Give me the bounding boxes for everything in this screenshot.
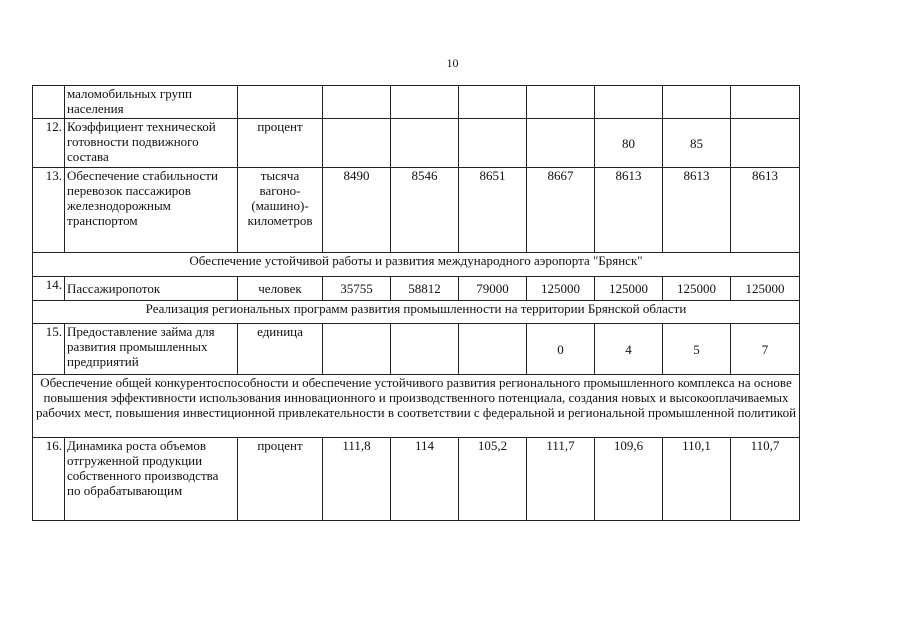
- value-cell: 125000: [527, 277, 595, 301]
- value-cell: 8613: [731, 168, 800, 253]
- value-cell: 111,7: [527, 438, 595, 521]
- value-cell: [391, 86, 459, 119]
- table-row: [33, 86, 800, 119]
- section-title: Обеспечение устойчивой работы и развития международного аэропорта "Брянск": [33, 253, 800, 277]
- value-cell: 35755: [323, 277, 391, 301]
- table-row: [33, 277, 800, 301]
- section-header-row: [33, 301, 800, 324]
- unit-cell: [238, 86, 323, 119]
- value-cell: 0: [527, 324, 595, 375]
- value-cell: 110,7: [731, 438, 800, 521]
- section-title: Реализация региональных программ развития промышленности на территории Брянской области: [33, 301, 800, 324]
- value-cell: [323, 324, 391, 375]
- value-cell: [731, 119, 800, 168]
- value-cell: 8613: [595, 168, 663, 253]
- value-cell: 105,2: [459, 438, 527, 521]
- value-cell: 8490: [323, 168, 391, 253]
- indicator-name: маломобильных групп населения: [65, 86, 238, 119]
- value-cell: 125000: [731, 277, 800, 301]
- value-cell: 4: [595, 324, 663, 375]
- table-row: [33, 438, 800, 521]
- value-cell: [527, 86, 595, 119]
- page-number: 10: [446, 56, 459, 70]
- indicator-name: Обеспечение стабильности перевозок пассажиров железнодорожным транспортом: [65, 168, 238, 253]
- table-row: [33, 324, 800, 375]
- value-cell: 58812: [391, 277, 459, 301]
- section-title: Обеспечение общей конкурентоспособности и обеспечение устойчивого развития регионального промышленного комплекса на основе повышения эффективности использования инновационного и производственного потенциала, создания новых и высокооплачиваемых рабочих мест, повышения инвестиционной привлекательности в соответствии с федеральной и региональной промышленной политикой: [33, 375, 800, 438]
- indicator-name: Динамика роста объемов отгруженной продукции собственного производства по обрабатывающим: [65, 438, 238, 521]
- table-row: [33, 119, 800, 168]
- table-row: [33, 168, 800, 253]
- value-cell: [663, 86, 731, 119]
- value-cell: 8546: [391, 168, 459, 253]
- value-cell: [459, 86, 527, 119]
- value-cell: [391, 324, 459, 375]
- value-cell: 111,8: [323, 438, 391, 521]
- row-number: 14.: [33, 277, 65, 301]
- value-cell: [459, 119, 527, 168]
- row-number: 12.: [33, 119, 65, 168]
- row-number: 15.: [33, 324, 65, 375]
- value-cell: [323, 119, 391, 168]
- indicator-name: Пассажиропоток: [65, 277, 238, 301]
- value-cell: 110,1: [663, 438, 731, 521]
- indicators-table: [32, 85, 800, 521]
- value-cell: 7: [731, 324, 800, 375]
- value-cell: [595, 86, 663, 119]
- row-number: [33, 86, 65, 119]
- value-cell: 125000: [595, 277, 663, 301]
- section-header-row: [33, 253, 800, 277]
- value-cell: 8667: [527, 168, 595, 253]
- value-cell: 8651: [459, 168, 527, 253]
- value-cell: [323, 86, 391, 119]
- value-cell: 8613: [663, 168, 731, 253]
- row-number: 16.: [33, 438, 65, 521]
- indicator-name: Коэффициент технической готовности подвижного состава: [65, 119, 238, 168]
- value-cell: [459, 324, 527, 375]
- value-cell: [731, 86, 800, 119]
- value-cell: 85: [663, 119, 731, 168]
- unit-cell: тысяча вагоно-(машино)-километров: [238, 168, 323, 253]
- unit-cell: процент: [238, 119, 323, 168]
- unit-cell: единица: [238, 324, 323, 375]
- value-cell: 125000: [663, 277, 731, 301]
- unit-cell: процент: [238, 438, 323, 521]
- value-cell: 114: [391, 438, 459, 521]
- value-cell: 79000: [459, 277, 527, 301]
- value-cell: [527, 119, 595, 168]
- value-cell: 80: [595, 119, 663, 168]
- row-number: 13.: [33, 168, 65, 253]
- indicator-name: Предоставление займа для развития промышленных предприятий: [65, 324, 238, 375]
- value-cell: 109,6: [595, 438, 663, 521]
- unit-cell: человек: [238, 277, 323, 301]
- value-cell: [391, 119, 459, 168]
- value-cell: 5: [663, 324, 731, 375]
- section-header-row: [33, 375, 800, 438]
